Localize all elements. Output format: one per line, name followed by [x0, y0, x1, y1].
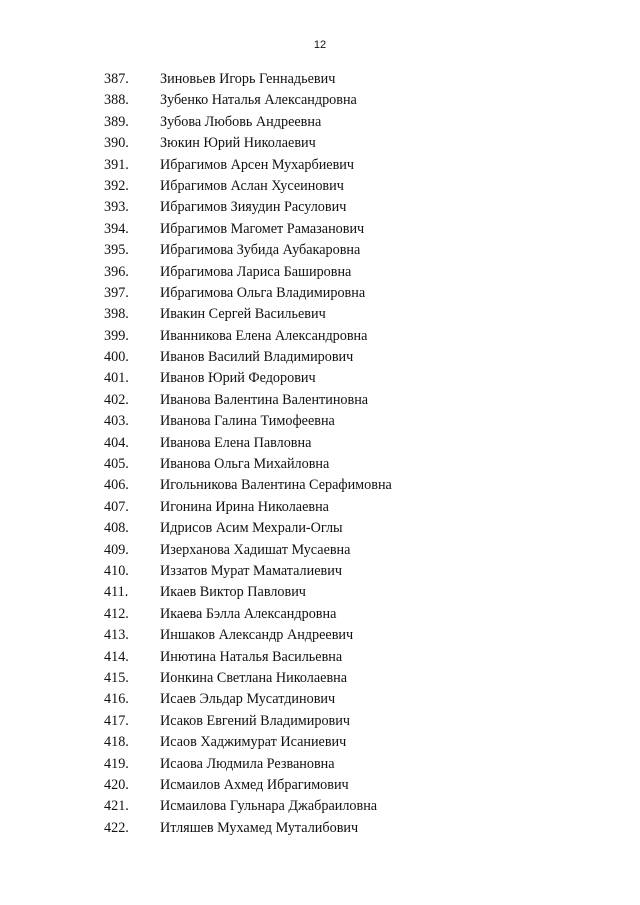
item-number: 389.: [104, 113, 129, 130]
list-item: [0, 283, 640, 304]
person-name: Ибрагимова Ольга Владимировна: [160, 284, 366, 301]
list-item: [0, 433, 640, 454]
list-item: [0, 240, 640, 261]
person-name: Ибрагимов Магомет Рамазанович: [160, 220, 365, 237]
person-name: Идрисов Асим Мехрали-Оглы: [160, 520, 343, 537]
list-item: [0, 197, 640, 218]
item-number: 400.: [104, 349, 129, 366]
list-item: [0, 475, 640, 496]
person-name: Ионкина Светлана Николаевна: [160, 669, 348, 686]
item-number: 399.: [104, 327, 129, 344]
item-number: 416.: [104, 691, 129, 708]
person-name: Ивакин Сергей Васильевич: [160, 306, 326, 323]
item-number: 412.: [104, 605, 129, 622]
list-item: [0, 775, 640, 796]
list-item: [0, 604, 640, 625]
list-item: [0, 347, 640, 368]
list-item: [0, 262, 640, 283]
person-name: Иванова Ольга Михайловна: [160, 456, 330, 473]
person-name: Зюкин Юрий Николаевич: [160, 135, 316, 152]
item-number: 407.: [104, 498, 129, 515]
person-name: Исаев Эльдар Мусатдинович: [160, 691, 336, 708]
list-item: [0, 90, 640, 111]
person-name: Иззатов Мурат Маматалиевич: [160, 562, 342, 579]
person-name: Иванникова Елена Александровна: [160, 327, 368, 344]
person-name: Иванова Галина Тимофеевна: [160, 413, 335, 430]
list-item: [0, 133, 640, 154]
person-name: Икаев Виктор Павлович: [160, 584, 306, 601]
person-name: Иванова Елена Павловна: [160, 434, 312, 451]
item-number: 420.: [104, 776, 129, 793]
page-number: 12: [313, 39, 327, 51]
item-number: 408.: [104, 520, 129, 537]
item-number: 410.: [104, 562, 129, 579]
list-item: [0, 155, 640, 176]
list-item: [0, 732, 640, 753]
person-name: Зубова Любовь Андреевна: [160, 113, 322, 130]
item-number: 397.: [104, 284, 129, 301]
item-number: 391.: [104, 156, 129, 173]
item-number: 393.: [104, 199, 129, 216]
list-item: [0, 112, 640, 133]
item-number: 401.: [104, 370, 129, 387]
item-number: 402.: [104, 391, 129, 408]
person-name: Итляшев Мухамед Муталибович: [160, 819, 359, 836]
person-name: Зубенко Наталья Александровна: [160, 92, 357, 109]
person-name: Икаева Бэлла Александровна: [160, 605, 337, 622]
item-number: 421.: [104, 798, 129, 815]
person-name: Ибрагимов Аслан Хусеинович: [160, 177, 344, 194]
person-name: Исаова Людмила Резвановна: [160, 755, 335, 772]
person-name: Инютина Наталья Васильевна: [160, 648, 343, 665]
list-item: [0, 518, 640, 539]
list-item: [0, 454, 640, 475]
person-name: Исмаилова Гульнара Джабраиловна: [160, 798, 378, 815]
person-name: Ибрагимов Арсен Мухарбиевич: [160, 156, 355, 173]
item-number: 418.: [104, 734, 129, 751]
item-number: 417.: [104, 712, 129, 729]
item-number: 390.: [104, 135, 129, 152]
list-item: [0, 689, 640, 710]
list-item: [0, 69, 640, 90]
person-name: Изерханова Хадишат Мусаевна: [160, 541, 351, 558]
list-item: [0, 390, 640, 411]
item-number: 406.: [104, 477, 129, 494]
list-item: [0, 561, 640, 582]
item-number: 387.: [104, 71, 129, 87]
list-item: [0, 176, 640, 197]
list-item: [0, 411, 640, 432]
list-item: [0, 497, 640, 518]
item-number: 405.: [104, 456, 129, 473]
list-item: [0, 754, 640, 775]
list-item: [0, 668, 640, 689]
list-item: [0, 326, 640, 347]
list-item: [0, 219, 640, 240]
item-number: 413.: [104, 627, 129, 644]
item-number: 415.: [104, 669, 129, 686]
item-number: 396.: [104, 263, 129, 280]
person-name: Игольникова Валентина Серафимовна: [160, 477, 392, 494]
item-number: 392.: [104, 177, 129, 194]
person-name: Иванов Василий Владимирович: [160, 349, 354, 366]
item-number: 411.: [104, 584, 129, 601]
item-number: 409.: [104, 541, 129, 558]
list-item: [0, 796, 640, 817]
item-number: 394.: [104, 220, 129, 237]
item-number: 404.: [104, 434, 129, 451]
person-name: Иванова Валентина Валентиновна: [160, 391, 369, 408]
list-item: [0, 625, 640, 646]
item-number: 388.: [104, 92, 129, 109]
person-name: Исмаилов Ахмед Ибрагимович: [160, 776, 349, 793]
name-list: [0, 69, 640, 839]
list-item: [0, 647, 640, 668]
person-name: Исаков Евгений Владимирович: [160, 712, 350, 729]
person-name: Иванов Юрий Федорович: [160, 370, 316, 387]
person-name: Ибрагимова Зубида Аубакаровна: [160, 242, 361, 259]
list-item: [0, 582, 640, 603]
item-number: 395.: [104, 242, 129, 259]
item-number: 398.: [104, 306, 129, 323]
item-number: 414.: [104, 648, 129, 665]
list-item: [0, 368, 640, 389]
person-name: Исаов Хаджимурат Исаниевич: [160, 734, 347, 751]
person-name: Ибрагимов Зияудин Расулович: [160, 199, 347, 216]
person-name: Игонина Ирина Николаевна: [160, 498, 329, 515]
list-item: [0, 711, 640, 732]
item-number: 422.: [104, 819, 129, 836]
person-name: Иншаков Александр Андреевич: [160, 627, 354, 644]
person-name: Зиновьев Игорь Геннадьевич: [160, 71, 336, 87]
list-item: [0, 304, 640, 325]
person-name: Ибрагимова Лариса Башировна: [160, 263, 352, 280]
list-item: [0, 818, 640, 839]
list-item: [0, 540, 640, 561]
item-number: 403.: [104, 413, 129, 430]
item-number: 419.: [104, 755, 129, 772]
